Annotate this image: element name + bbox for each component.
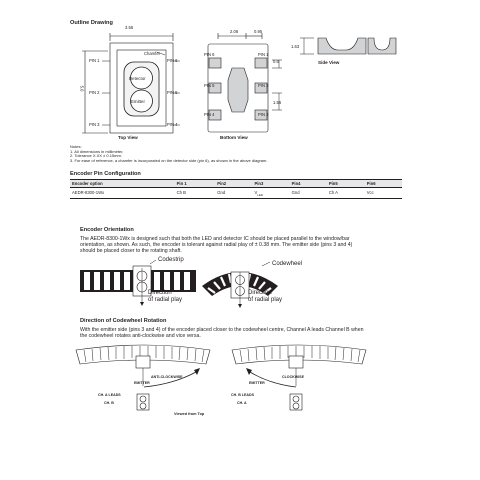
- bottom-pin3-label: PIN 3: [258, 112, 269, 117]
- bottom-pin6-label: PIN 6: [204, 52, 215, 57]
- detector-label: Detector: [129, 76, 146, 81]
- radial-play-left-2: of radial play: [148, 297, 183, 303]
- pin-config-table: [70, 179, 402, 199]
- width-dim-label: 3.56: [125, 25, 134, 30]
- side-view-caption: Side View: [318, 60, 340, 65]
- right-other-label: CH. A: [237, 401, 247, 405]
- cell-encoder-option: AEDR-8300-1Wx: [70, 188, 175, 199]
- orientation-title: Encoder Orientation: [80, 227, 134, 233]
- bottom-view-caption: Bottom View: [220, 135, 248, 140]
- right-lead-label: CH. B LEADS: [231, 393, 254, 397]
- rotation-text: With the emitter side (pins 3 and 4) of the encoder placed closer to the codewheel centre, Channel A leads Channel B when the codewheel rotates anti-clockwise and vice versa.: [80, 327, 364, 340]
- top-view: [82, 33, 180, 133]
- cell-pin3: [252, 188, 289, 199]
- bottom-pin1-label: PIN 1: [258, 52, 269, 57]
- bottom-dim-a: 2.06: [230, 29, 239, 34]
- radial-play-left: [148, 290, 182, 304]
- bottom-dim-d: 1.56: [273, 100, 282, 105]
- table-row: [70, 188, 402, 199]
- cell-pin6: Vcc: [365, 188, 402, 199]
- note-1: 1. All dimensions in millimeter.: [70, 148, 124, 154]
- pin3-label: PIN 3: [89, 122, 100, 127]
- cell-pin4: Gnd: [290, 188, 327, 199]
- pin6-label: PIN 6: [167, 58, 178, 63]
- col-pin3: Pin3: [252, 180, 289, 188]
- orientation-diagram: [80, 258, 390, 310]
- vled-v: V: [254, 189, 258, 195]
- table-header-row: [70, 180, 402, 188]
- bottom-pin5-label: PIN 5: [204, 83, 215, 88]
- radial-play-right-2: of radial play: [248, 297, 283, 303]
- notes-title: Notes:: [70, 144, 82, 149]
- height-dim-label: 5.0: [79, 85, 85, 92]
- col-encoder-option: Encoder option: [70, 180, 175, 188]
- viewed-from-top-label: Viewed from Top: [174, 412, 205, 416]
- bottom-dim-c: 0.6: [273, 59, 279, 64]
- rotation-title: Direction of Codewheel Rotation: [80, 318, 167, 324]
- side-dim-label: 1.63: [291, 44, 300, 49]
- orientation-text: The AEDR-8300-1Wx is designed such that both the LED and detector IC should be placed parallel to the window/bar orientation, as shown. As such, the encoder is tolerant against radial play of ± 0.38 mm. The emitter side (pins 3 and 4) should be placed closer to the rotating shaft.: [80, 236, 353, 255]
- pin-config-title: Encoder Pin Configuration: [70, 171, 141, 177]
- pin1-label: PIN 1: [89, 58, 100, 63]
- col-pin6: Pin6: [365, 180, 402, 188]
- bottom-view: [208, 33, 282, 132]
- left-other-label: CH. B: [104, 401, 114, 405]
- bottom-dim-b: 0.95: [254, 29, 263, 34]
- cell-pin1: Ch B: [175, 188, 216, 199]
- codewheel-label: Codewheel: [272, 261, 303, 267]
- note-2: 2. Tolerance X.XX ± 0.15mm.: [70, 153, 122, 159]
- chamfer-label: Chamfer: [144, 51, 161, 56]
- right-emitter-label: EMITTER: [249, 381, 265, 385]
- right-dir-label: CLOCKWISE: [282, 375, 304, 379]
- left-lead-label: CH. A LEADS: [98, 393, 121, 397]
- side-view: [300, 38, 396, 54]
- radial-play-right-1: Direction: [248, 290, 272, 296]
- left-emitter-label: EMITTER: [134, 381, 150, 385]
- col-pin5: Pin5: [327, 180, 365, 188]
- top-view-caption: Top View: [118, 135, 138, 140]
- note-3: 3. For ease of reference, a chamfer is incorporated on the detector side (pin 6), as shown in the above diagram.: [70, 157, 268, 163]
- cell-pin5: Ch A: [327, 188, 365, 199]
- cell-pin2: Gnd: [215, 188, 252, 199]
- codestrip-label: Codestrip: [158, 257, 184, 263]
- notes: [70, 145, 430, 163]
- left-codewheel: [76, 345, 210, 410]
- bottom-pin2-label: PIN 2: [258, 83, 269, 88]
- col-pin1: Pin 1: [175, 180, 216, 188]
- rotation-diagram: [74, 342, 374, 420]
- pin4-label: PIN 4: [167, 122, 178, 127]
- col-pin4: Pin4: [290, 180, 327, 188]
- outline-title: Outline Drawing: [70, 20, 113, 26]
- left-dir-label: ANTI-CLOCKWISE: [151, 375, 183, 379]
- pin5-label: PIN 5: [167, 90, 178, 95]
- radial-play-right: [248, 290, 282, 304]
- pin2-label: PIN 2: [89, 90, 100, 95]
- bottom-pin4-label: PIN 4: [204, 112, 215, 117]
- col-pin2: Pin2: [215, 180, 252, 188]
- vled-sub: LED: [257, 192, 264, 197]
- radial-play-left-1: Direction: [148, 290, 172, 296]
- emitter-label: Emitter: [131, 99, 145, 104]
